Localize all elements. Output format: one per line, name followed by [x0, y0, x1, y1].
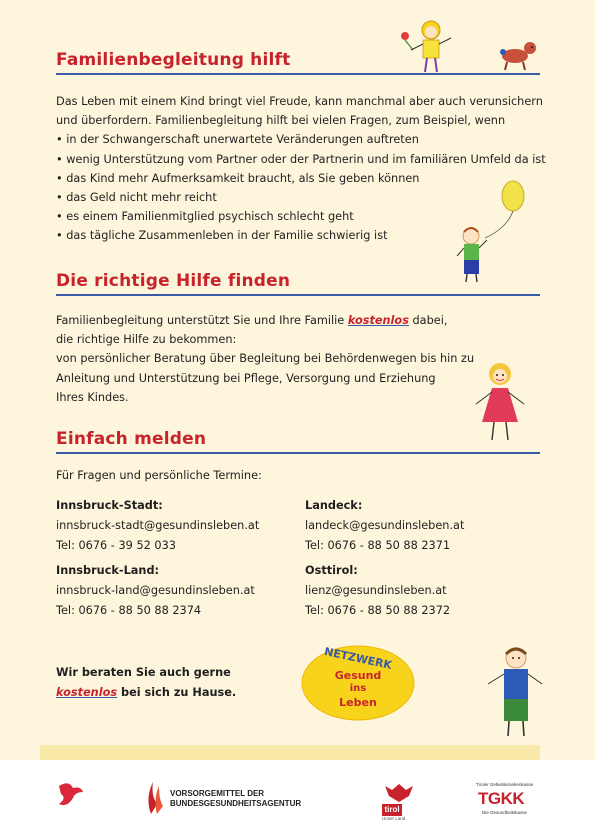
- find-text: [56, 311, 474, 407]
- section-title-contact: Einfach melden: [56, 429, 207, 449]
- section-title-help: Familienbegleitung hilft: [56, 50, 291, 70]
- contact-email-link[interactable]: innsbruck-land@gesundinsleben.at: [56, 584, 255, 597]
- section-title-find: Die richtige Hilfe finden: [56, 271, 291, 291]
- bullet-item: • es einem Familienmitglied psychisch schlecht geht: [56, 207, 546, 226]
- contact-intro: Für Fragen und persönliche Termine:: [56, 469, 262, 482]
- footer: [0, 760, 595, 839]
- contact-region: Landeck:: [305, 499, 363, 512]
- contact-phone: Tel: 0676 - 88 50 88 2372: [305, 604, 451, 617]
- callout-line: [56, 683, 236, 703]
- contact-email-link[interactable]: lienz@gesundinsleben.at: [305, 584, 447, 597]
- badge-line: NETZWERK: [322, 644, 394, 673]
- tirol-label: tirol: [382, 804, 402, 816]
- home-visit-callout: [56, 663, 236, 703]
- agency-line: VORSORGEMITTEL DER: [170, 789, 265, 798]
- bottom-stripe: [40, 745, 540, 760]
- agency-line: BUNDESGESUNDHEITSAGENTUR: [170, 799, 302, 808]
- netzwerk-badge: [300, 644, 416, 722]
- tgkk-top-label: Tiroler Gebietskrankenkasse: [476, 782, 534, 787]
- badge-line: ins: [349, 683, 367, 694]
- find-line: die richtige Hilfe zu bekommen:: [56, 333, 237, 347]
- find-line-end: dabei,: [408, 314, 448, 327]
- bullet-item: • wenig Unterstützung vom Partner oder der Partnerin und im familiären Umfeld da ist: [56, 150, 546, 169]
- agency-name: [170, 789, 301, 809]
- callout-line-end: bei sich zu Hause.: [117, 686, 237, 699]
- tirol-eagle-icon: [382, 782, 416, 804]
- find-line-start: Familienbegleitung unterstützt Sie und Ihre Familie: [56, 314, 348, 327]
- tgkk-logo: TGKK: [478, 789, 525, 808]
- contact-phone: Tel: 0676 - 88 50 88 2371: [305, 539, 451, 552]
- contact-email-link[interactable]: landeck@gesundinsleben.at: [305, 519, 465, 532]
- contact-phone: Tel: 0676 - 88 50 88 2374: [56, 604, 202, 617]
- contact-region: Innsbruck-Stadt:: [56, 499, 163, 512]
- section-rule: [56, 294, 540, 296]
- find-line: Ihres Kindes.: [56, 390, 129, 404]
- intro-line: Das Leben mit einem Kind bringt viel Freude, kann manchmal aber auch verunsichern: [56, 95, 543, 108]
- contact-email-link[interactable]: innsbruck-stadt@gesundinsleben.at: [56, 519, 260, 532]
- bird-logo-icon: [55, 778, 85, 810]
- kostenlos-highlight: kostenlos: [56, 686, 118, 699]
- child-with-balloon-drawing: [455, 178, 535, 288]
- bullet-item: • das tägliche Zusammenleben in der Familie schwierig ist: [56, 226, 546, 245]
- child-in-blue-drawing: [478, 644, 548, 744]
- find-line: [56, 311, 474, 330]
- kostenlos-highlight: kostenlos: [347, 314, 409, 327]
- bullet-item: • in der Schwangerschaft unerwartete Veränderungen auftreten: [56, 130, 546, 149]
- contact-innsbruck-stadt: [56, 496, 259, 556]
- contact-innsbruck-land: [56, 561, 255, 621]
- contact-phone: Tel: 0676 - 39 52 033: [56, 539, 176, 552]
- bullet-item: • das Kind mehr Aufmerksamkeit braucht, als Sie geben können: [56, 169, 546, 188]
- tirol-subtitle: Unser Land: [382, 816, 406, 821]
- contact-region: Innsbruck-Land:: [56, 564, 160, 577]
- tgkk-tagline: Die Gesundheitskasse: [482, 810, 528, 815]
- section-rule: [56, 452, 540, 454]
- badge-line: Gesund: [334, 669, 382, 682]
- bullet-item: • das Geld nicht mehr reicht: [56, 188, 546, 207]
- tirol-logo: [382, 782, 416, 820]
- contact-region: Osttirol:: [305, 564, 358, 577]
- girl-in-red-dress-drawing: [470, 360, 540, 450]
- find-line: von persönlicher Beratung über Begleitung bei Behördenwegen bis hin zu: [56, 352, 475, 366]
- agency-flame-icon: [145, 774, 167, 816]
- intro-line: und überfordern. Familienbegleitung hilft bei vielen Fragen, zum Beispiel, wenn: [56, 114, 506, 128]
- contact-landeck: [305, 496, 464, 556]
- contact-osttirol: [305, 561, 450, 621]
- callout-line: Wir beraten Sie auch gerne: [56, 666, 231, 679]
- child-and-dog-drawing: [395, 16, 545, 78]
- find-line: Anleitung und Unterstützung bei Pflege, Versorgung und Erziehung: [56, 371, 436, 385]
- badge-line: Leben: [339, 696, 377, 709]
